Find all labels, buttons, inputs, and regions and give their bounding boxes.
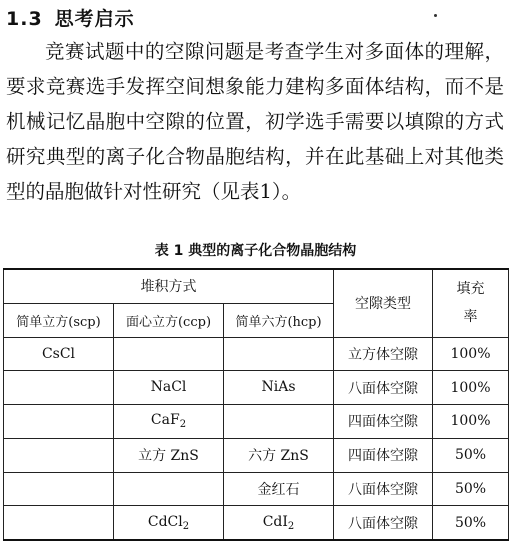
cell-ccp-text: CaF bbox=[150, 412, 180, 429]
cell-ccp bbox=[114, 438, 224, 472]
body-paragraph: 竞赛试题中的空隙问题是考查学生对多面体的理解，要求竞赛选手发挥空间想象能力建构多面体结构，而不是机械记忆晶胞中空隙的位置，初学选手需要以填隙的方式研究典型的离子化合物晶胞结构，并在此基础上对其他类型的晶胞做针对性研究（见表1）。 bbox=[6, 40, 504, 203]
crystal-structure-table bbox=[3, 268, 509, 541]
header-void-type: 空隙类型 bbox=[334, 269, 433, 337]
cell-void-text: 立方体空隙 bbox=[348, 346, 418, 363]
cell-ccp-text: 立方 ZnS bbox=[138, 447, 199, 464]
cell-fill-rate bbox=[433, 438, 509, 472]
cell-void-text: 八面体空隙 bbox=[348, 380, 418, 397]
header-row-1 bbox=[4, 269, 509, 303]
cell-scp bbox=[4, 472, 114, 506]
header-stacking: 堆积方式 bbox=[4, 269, 334, 303]
table-row bbox=[4, 472, 509, 506]
cell-scp-text: CsCl bbox=[41, 345, 76, 362]
table-row bbox=[4, 371, 509, 405]
cell-void-text: 八面体空隙 bbox=[348, 515, 418, 532]
cell-hcp bbox=[224, 337, 334, 371]
cell-hcp-text: 金红石 bbox=[257, 481, 300, 498]
cell-void-type bbox=[334, 337, 433, 371]
cell-fill-rate bbox=[433, 472, 509, 506]
cell-ccp-subscript: 2 bbox=[179, 419, 187, 431]
cell-rate-text: 100% bbox=[450, 345, 491, 362]
table-caption: 表 1 典型的离子化合物晶胞结构 bbox=[154, 243, 357, 259]
table-row bbox=[4, 506, 509, 540]
cell-hcp-text: NiAs bbox=[261, 378, 296, 395]
cell-hcp bbox=[224, 438, 334, 472]
cell-void-type bbox=[334, 405, 433, 439]
cell-void-type bbox=[334, 506, 433, 540]
header-ccp: 面心立方(ccp) bbox=[114, 303, 224, 337]
cell-ccp bbox=[114, 371, 224, 405]
cell-hcp-subscript: 2 bbox=[287, 520, 295, 532]
section-title: 思考启示 bbox=[54, 8, 135, 30]
cell-hcp bbox=[224, 405, 334, 439]
table-row bbox=[4, 337, 509, 371]
cell-ccp-text: NaCl bbox=[150, 378, 187, 395]
cell-scp bbox=[4, 371, 114, 405]
cell-hcp bbox=[224, 371, 334, 405]
cell-void-text: 四面体空隙 bbox=[348, 448, 418, 465]
cell-fill-rate bbox=[433, 506, 509, 540]
cell-scp bbox=[4, 506, 114, 540]
cell-void-type bbox=[334, 371, 433, 405]
cell-rate-text: 50% bbox=[454, 481, 487, 498]
cell-hcp bbox=[224, 472, 334, 506]
cell-fill-rate bbox=[433, 371, 509, 405]
table-body bbox=[4, 337, 509, 540]
cell-scp bbox=[4, 337, 114, 371]
cell-void-text: 八面体空隙 bbox=[348, 482, 418, 499]
section-heading bbox=[6, 4, 135, 31]
cell-void-type bbox=[334, 472, 433, 506]
table-row bbox=[4, 438, 509, 472]
cell-ccp bbox=[114, 506, 224, 540]
section-number: 1.3 bbox=[6, 8, 43, 30]
table-row bbox=[4, 405, 509, 439]
cell-void-type bbox=[334, 438, 433, 472]
speck-mark bbox=[434, 14, 437, 17]
cell-hcp bbox=[224, 506, 334, 540]
cell-hcp-text: CdI bbox=[262, 513, 288, 530]
cell-void-text: 四面体空隙 bbox=[348, 414, 418, 431]
cell-scp bbox=[4, 405, 114, 439]
header-scp: 简单立方(scp) bbox=[4, 303, 114, 337]
header-hcp: 简单六方(hcp) bbox=[224, 303, 334, 337]
cell-rate-text: 100% bbox=[450, 413, 491, 430]
cell-ccp bbox=[114, 337, 224, 371]
cell-rate-text: 50% bbox=[454, 447, 487, 464]
cell-fill-rate bbox=[433, 405, 509, 439]
cell-fill-rate bbox=[433, 337, 509, 371]
cell-ccp bbox=[114, 405, 224, 439]
cell-rate-text: 100% bbox=[450, 379, 491, 396]
cell-scp bbox=[4, 438, 114, 472]
cell-ccp-text: CdCl bbox=[147, 513, 183, 530]
cell-ccp-subscript: 2 bbox=[182, 520, 190, 532]
cell-ccp bbox=[114, 472, 224, 506]
header-fill-rate: 填充率 bbox=[433, 269, 509, 337]
cell-rate-text: 50% bbox=[454, 514, 487, 531]
cell-hcp-text: 六方 ZnS bbox=[248, 447, 309, 464]
